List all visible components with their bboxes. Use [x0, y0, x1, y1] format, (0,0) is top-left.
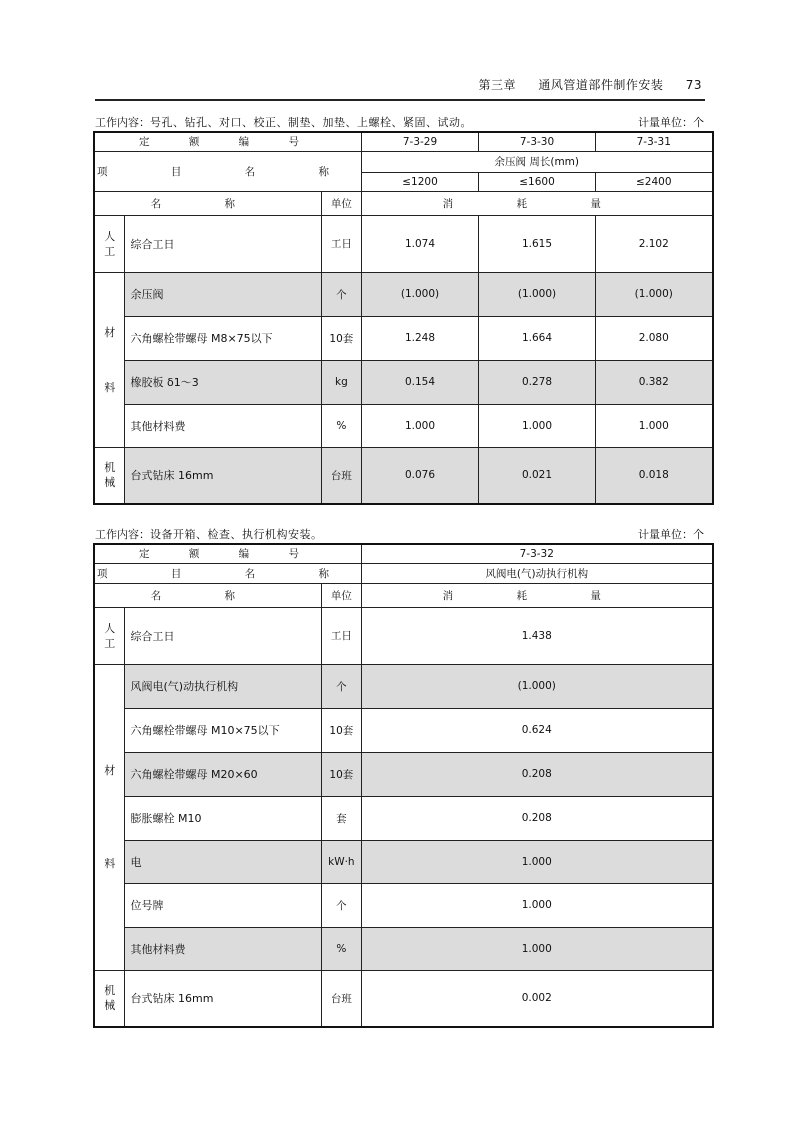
quota-code: 7-3-29	[362, 132, 479, 151]
category-material: 材 料	[94, 664, 125, 970]
item-title: 风阀电(气)动执行机构	[362, 563, 713, 583]
consumption-value: 0.208	[362, 796, 713, 840]
resource-name: 六角螺栓带螺母 M10×75以下	[125, 708, 321, 752]
resource-name: 风阀电(气)动执行机构	[125, 664, 321, 708]
resource-name: 橡胶板 δ1～3	[125, 360, 321, 404]
work-content-2: 工作内容：设备开箱、检查、执行机构安装。	[95, 528, 323, 541]
quota-code: 7-3-32	[362, 544, 713, 563]
col-consumption-header: 消 耗 量	[362, 583, 713, 607]
resource-name: 台式钻床 16mm	[125, 970, 321, 1027]
work-content-1: 工作内容：号孔、钻孔、对口、校正、制垫、加垫、上螺栓、紧固、试动。	[95, 116, 472, 129]
consumption-value: 0.382	[596, 360, 713, 404]
resource-unit: kW·h	[321, 840, 361, 883]
consumption-value: 0.624	[362, 708, 713, 752]
consumption-value: 1.074	[362, 215, 479, 272]
chapter-label: 第三章	[478, 78, 517, 92]
quota-number-label: 定 额 编 号	[94, 132, 362, 151]
consumption-value: (1.000)	[362, 272, 479, 316]
consumption-value: 0.021	[479, 447, 596, 504]
resource-unit: 10套	[321, 752, 361, 796]
category-machine: 机 械	[94, 447, 125, 504]
resource-name: 其他材料费	[125, 404, 321, 447]
resource-unit: 台班	[321, 447, 361, 504]
consumption-value: 1.664	[479, 316, 596, 360]
resource-name: 位号牌	[125, 883, 321, 927]
resource-name: 六角螺栓带螺母 M20×60	[125, 752, 321, 796]
sub-header: ≤2400	[596, 172, 713, 191]
quota-code: 7-3-30	[479, 132, 596, 151]
consumption-value: 0.208	[362, 752, 713, 796]
resource-unit: 工日	[321, 607, 361, 664]
measure-unit-2: 计量单位：个	[638, 528, 704, 541]
consumption-value: 0.018	[596, 447, 713, 504]
resource-name: 综合工日	[125, 607, 321, 664]
quota-table-2	[93, 543, 714, 1028]
consumption-value: 0.154	[362, 360, 479, 404]
consumption-value: 1.438	[362, 607, 713, 664]
consumption-value: 0.278	[479, 360, 596, 404]
measure-unit-1-value: 个	[693, 116, 704, 129]
page-number: 73	[685, 78, 702, 92]
col-name-header: 名 称	[94, 191, 321, 215]
consumption-value: 1.000	[479, 404, 596, 447]
consumption-value: (1.000)	[596, 272, 713, 316]
resource-name: 电	[125, 840, 321, 883]
consumption-value: 1.000	[362, 927, 713, 970]
work-content-1-text: 号孔、钻孔、对口、校正、制垫、加垫、上螺栓、紧固、试动。	[150, 116, 472, 129]
item-name-label: 项 目 名 称	[94, 563, 362, 583]
col-unit-header: 单位	[321, 191, 361, 215]
resource-unit: 10套	[321, 316, 361, 360]
consumption-value: 1.000	[362, 840, 713, 883]
consumption-value: 0.076	[362, 447, 479, 504]
consumption-value: 1.000	[596, 404, 713, 447]
consumption-value: 1.000	[362, 404, 479, 447]
category-material: 材 料	[94, 272, 125, 447]
resource-unit: %	[321, 404, 361, 447]
consumption-value: (1.000)	[362, 664, 713, 708]
resource-unit: 个	[321, 664, 361, 708]
col-unit-header: 单位	[321, 583, 361, 607]
sub-header: ≤1200	[362, 172, 479, 191]
resource-unit: 工日	[321, 215, 361, 272]
consumption-value: 2.102	[596, 215, 713, 272]
consumption-value: 1.000	[362, 883, 713, 927]
resource-name: 六角螺栓带螺母 M8×75以下	[125, 316, 321, 360]
page-header	[461, 76, 702, 93]
consumption-value: 0.002	[362, 970, 713, 1027]
resource-unit: kg	[321, 360, 361, 404]
category-labor: 人 工	[94, 215, 125, 272]
resource-name: 其他材料费	[125, 927, 321, 970]
item-name-label: 项 目 名 称	[94, 151, 362, 191]
consumption-value: 1.615	[479, 215, 596, 272]
category-labor: 人 工	[94, 607, 125, 664]
header-rule	[95, 99, 705, 101]
group-title: 余压阀 周长(mm)	[362, 151, 713, 172]
work-content-2-text: 设备开箱、检查、执行机构安装。	[150, 528, 323, 541]
quota-code: 7-3-31	[596, 132, 713, 151]
consumption-value: 1.248	[362, 316, 479, 360]
measure-unit-2-value: 个	[693, 528, 704, 541]
chapter-title: 通风管道部件制作安装	[538, 78, 664, 92]
resource-unit: 个	[321, 883, 361, 927]
col-consumption-header: 消 耗 量	[362, 191, 713, 215]
consumption-value: 2.080	[596, 316, 713, 360]
sub-header: ≤1600	[479, 172, 596, 191]
resource-unit: 套	[321, 796, 361, 840]
resource-name: 膨胀螺栓 M10	[125, 796, 321, 840]
resource-name: 台式钻床 16mm	[125, 447, 321, 504]
resource-unit: %	[321, 927, 361, 970]
resource-name: 余压阀	[125, 272, 321, 316]
quota-number-label: 定 额 编 号	[94, 544, 362, 563]
quota-table-1	[93, 131, 714, 505]
resource-unit: 个	[321, 272, 361, 316]
resource-unit: 台班	[321, 970, 361, 1027]
resource-name: 综合工日	[125, 215, 321, 272]
resource-unit: 10套	[321, 708, 361, 752]
measure-unit-1: 计量单位：个	[638, 116, 704, 129]
consumption-value: (1.000)	[479, 272, 596, 316]
col-name-header: 名 称	[94, 583, 321, 607]
category-machine: 机 械	[94, 970, 125, 1027]
